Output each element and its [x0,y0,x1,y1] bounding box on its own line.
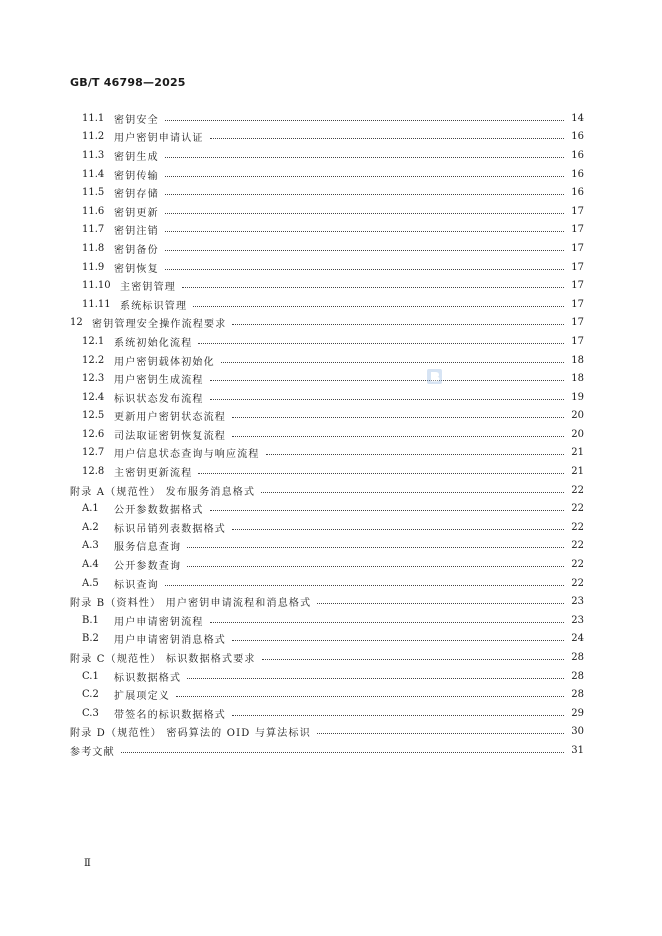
toc-entry-title: 密钥备份 [114,244,159,256]
toc-entry-number: 12.2 [82,354,105,366]
toc-dot-leader [210,138,564,139]
toc-entry-page: 20 [571,410,584,422]
toc-entry-title: 附录 A（规范性） 发布服务消息格式 [70,486,256,498]
toc-entry[interactable] [70,295,584,314]
toc-entry-page: 16 [571,149,584,161]
toc-entry-title: 用户密钥载体初始化 [114,356,215,368]
toc-entry-number: 12.1 [82,335,105,347]
toc-entry-title: 用户申请密钥消息格式 [114,635,226,647]
toc-entry-page: 21 [571,447,584,459]
toc-entry[interactable] [70,481,584,500]
toc-dot-leader [221,362,564,363]
toc-entry-number: 12.6 [82,428,105,440]
toc-entry-number: 11.5 [82,187,105,199]
toc-entry-number: A.1 [82,503,99,515]
toc-entry[interactable] [70,202,584,221]
toc-dot-leader [121,752,564,753]
toc-dot-leader [232,715,564,716]
toc-entry-title: 标识数据格式 [114,672,182,684]
toc-entry[interactable] [70,351,584,370]
toc-entry-title: 密钥存储 [114,189,159,201]
standard-number: GB/T 46798—2025 [70,76,186,89]
toc-entry-page: 23 [571,614,584,626]
toc-entry-number: 11.10 [82,280,111,292]
toc-entry-page: 17 [571,242,584,254]
toc-entry-number: 12 [70,317,83,329]
toc-entry-number: 12.3 [82,373,105,385]
toc-entry[interactable] [70,239,584,258]
toc-dot-leader [210,622,564,623]
toc-entry[interactable] [70,425,584,444]
toc-entry-number: 11.8 [82,242,105,254]
toc-entry-title: 密钥安全 [114,114,159,126]
toc-entry-number: C.3 [82,707,99,719]
toc-dot-leader [198,473,564,474]
toc-entry-page: 17 [571,298,584,310]
toc-dot-leader [165,231,564,232]
toc-entry[interactable] [70,648,584,667]
toc-entry-number: 11.3 [82,149,105,161]
toc-entry-number: C.2 [82,689,99,701]
toc-entry-page: 17 [571,261,584,273]
toc-entry-page: 22 [571,484,584,496]
toc-entry-number: 11.2 [82,131,105,143]
toc-entry-page: 16 [571,131,584,143]
toc-entry[interactable] [70,741,584,760]
toc-entry-page: 24 [571,633,584,645]
toc-entry[interactable] [70,183,584,202]
toc-entry[interactable] [70,537,584,556]
toc-entry-page: 22 [571,577,584,589]
toc-entry-title: 用户密钥生成流程 [114,375,204,387]
toc-entry-page: 28 [571,689,584,701]
toc-entry-page: 21 [571,466,584,478]
toc-entry[interactable] [70,258,584,277]
toc-entry[interactable] [70,276,584,295]
toc-dot-leader [232,529,564,530]
toc-entry[interactable] [70,146,584,165]
toc-dot-leader [261,492,564,493]
toc-entry[interactable] [70,555,584,574]
toc-entry-title: 用户密钥申请认证 [114,133,204,145]
toc-entry-page: 22 [571,503,584,515]
toc-entry-title: 附录 C（规范性） 标识数据格式要求 [70,654,256,666]
toc-entry-page: 19 [571,391,584,403]
toc-entry-page: 22 [571,559,584,571]
table-of-contents [70,109,584,760]
toc-entry-page: 17 [571,205,584,217]
toc-entry-title: 附录 D（规范性） 密码算法的 OID 与算法标识 [70,728,311,740]
toc-entry-title: 更新用户密钥状态流程 [114,412,226,424]
toc-entry[interactable] [70,704,584,723]
toc-dot-leader [232,324,564,325]
toc-dot-leader [210,380,564,381]
toc-dot-leader [198,343,564,344]
toc-entry-page: 22 [571,540,584,552]
toc-dot-leader [165,194,564,195]
toc-entry-number: 11.6 [82,205,105,217]
toc-entry-page: 18 [571,354,584,366]
toc-entry[interactable] [70,109,584,128]
toc-entry-number: 11.11 [82,298,111,310]
toc-entry-page: 29 [571,707,584,719]
toc-entry-page: 22 [571,521,584,533]
toc-entry-title: 带签名的标识数据格式 [114,709,226,721]
toc-dot-leader [165,269,564,270]
toc-entry-page: 14 [571,112,584,124]
toc-dot-leader [187,547,564,548]
toc-entry-title: 用户申请密钥流程 [114,616,204,628]
toc-entry-page: 17 [571,224,584,236]
toc-entry-number: 11.1 [82,112,105,124]
toc-entry[interactable] [70,444,584,463]
toc-entry[interactable] [70,128,584,147]
toc-entry[interactable] [70,518,584,537]
toc-entry-page: 16 [571,168,584,180]
toc-entry-page: 17 [571,280,584,292]
toc-entry-page: 16 [571,187,584,199]
toc-entry-number: A.3 [82,540,99,552]
toc-dot-leader [317,733,564,734]
toc-dot-leader [187,678,564,679]
toc-dot-leader [232,436,564,437]
toc-entry-title: 扩展项定义 [114,691,170,703]
toc-entry-title: 附录 B（资料性） 用户密钥申请流程和消息格式 [70,598,312,610]
toc-entry-number: A.4 [82,559,99,571]
toc-entry[interactable] [70,388,584,407]
toc-entry[interactable] [70,592,584,611]
toc-dot-leader [210,399,564,400]
toc-entry-page: 28 [571,670,584,682]
toc-entry-title: 密钥管理安全操作流程要求 [92,319,227,331]
toc-entry-title: 用户信息状态查询与响应流程 [114,449,260,461]
toc-entry[interactable] [70,499,584,518]
toc-entry-title: 公开参数查询 [114,561,182,573]
toc-dot-leader [210,510,564,511]
toc-entry-number: 12.4 [82,391,105,403]
toc-dot-leader [176,696,564,697]
toc-entry-title: 标识吊销列表数据格式 [114,523,226,535]
toc-entry-page: 17 [571,317,584,329]
toc-entry-number: 11.9 [82,261,105,273]
watermark-logo-icon [426,368,443,385]
toc-dot-leader [232,640,564,641]
toc-entry[interactable] [70,667,584,686]
toc-entry-number: 12.7 [82,447,105,459]
toc-entry-number: 12.8 [82,466,105,478]
toc-dot-leader [182,287,564,288]
toc-dot-leader [266,454,564,455]
toc-dot-leader [165,585,564,586]
toc-entry-title: 服务信息查询 [114,542,182,554]
toc-entry[interactable] [70,165,584,184]
toc-entry[interactable] [70,221,584,240]
toc-entry-title: 密钥注销 [114,226,159,238]
toc-entry-title: 参考文献 [70,746,115,758]
toc-dot-leader [232,417,564,418]
toc-dot-leader [165,176,564,177]
toc-entry-page: 17 [571,335,584,347]
toc-entry-number: A.5 [82,577,99,589]
toc-dot-leader [165,250,564,251]
toc-entry[interactable] [70,462,584,481]
toc-entry[interactable] [70,630,584,649]
toc-entry-title: 标识查询 [114,579,159,591]
toc-entry-page: 31 [571,744,584,756]
toc-entry-title: 标识状态发布流程 [114,393,204,405]
page-number: Ⅱ [84,858,91,869]
toc-entry[interactable] [70,574,584,593]
toc-entry[interactable] [70,332,584,351]
toc-entry-title: 公开参数数据格式 [114,505,204,517]
toc-dot-leader [262,659,564,660]
toc-entry-title: 主密钥更新流程 [114,468,193,480]
toc-entry-number: B.2 [82,633,99,645]
toc-entry-number: 12.5 [82,410,105,422]
toc-entry[interactable] [70,369,584,388]
toc-entry-number: B.1 [82,614,99,626]
toc-entry-title: 系统标识管理 [120,300,188,312]
toc-entry-number: 11.4 [82,168,105,180]
toc-dot-leader [193,306,564,307]
toc-dot-leader [165,120,564,121]
toc-dot-leader [165,157,564,158]
toc-entry-title: 司法取证密钥恢复流程 [114,430,226,442]
toc-entry-number: A.2 [82,521,99,533]
toc-entry-title: 密钥更新 [114,207,159,219]
toc-entry[interactable] [70,723,584,742]
toc-entry-title: 密钥恢复 [114,263,159,275]
toc-entry-page: 23 [571,596,584,608]
toc-entry-title: 密钥传输 [114,170,159,182]
toc-entry-page: 20 [571,428,584,440]
toc-entry-page: 30 [571,726,584,738]
toc-entry-title: 主密钥管理 [120,282,176,294]
toc-entry[interactable] [70,314,584,333]
toc-entry[interactable] [70,611,584,630]
toc-entry[interactable] [70,407,584,426]
toc-dot-leader [165,213,564,214]
toc-entry-number: C.1 [82,670,99,682]
toc-entry-title: 系统初始化流程 [114,337,193,349]
toc-entry-number: 11.7 [82,224,105,236]
toc-entry-title: 密钥生成 [114,151,159,163]
toc-entry[interactable] [70,685,584,704]
toc-entry-page: 28 [571,652,584,664]
toc-entry-page: 18 [571,373,584,385]
toc-dot-leader [317,603,564,604]
toc-dot-leader [187,566,564,567]
